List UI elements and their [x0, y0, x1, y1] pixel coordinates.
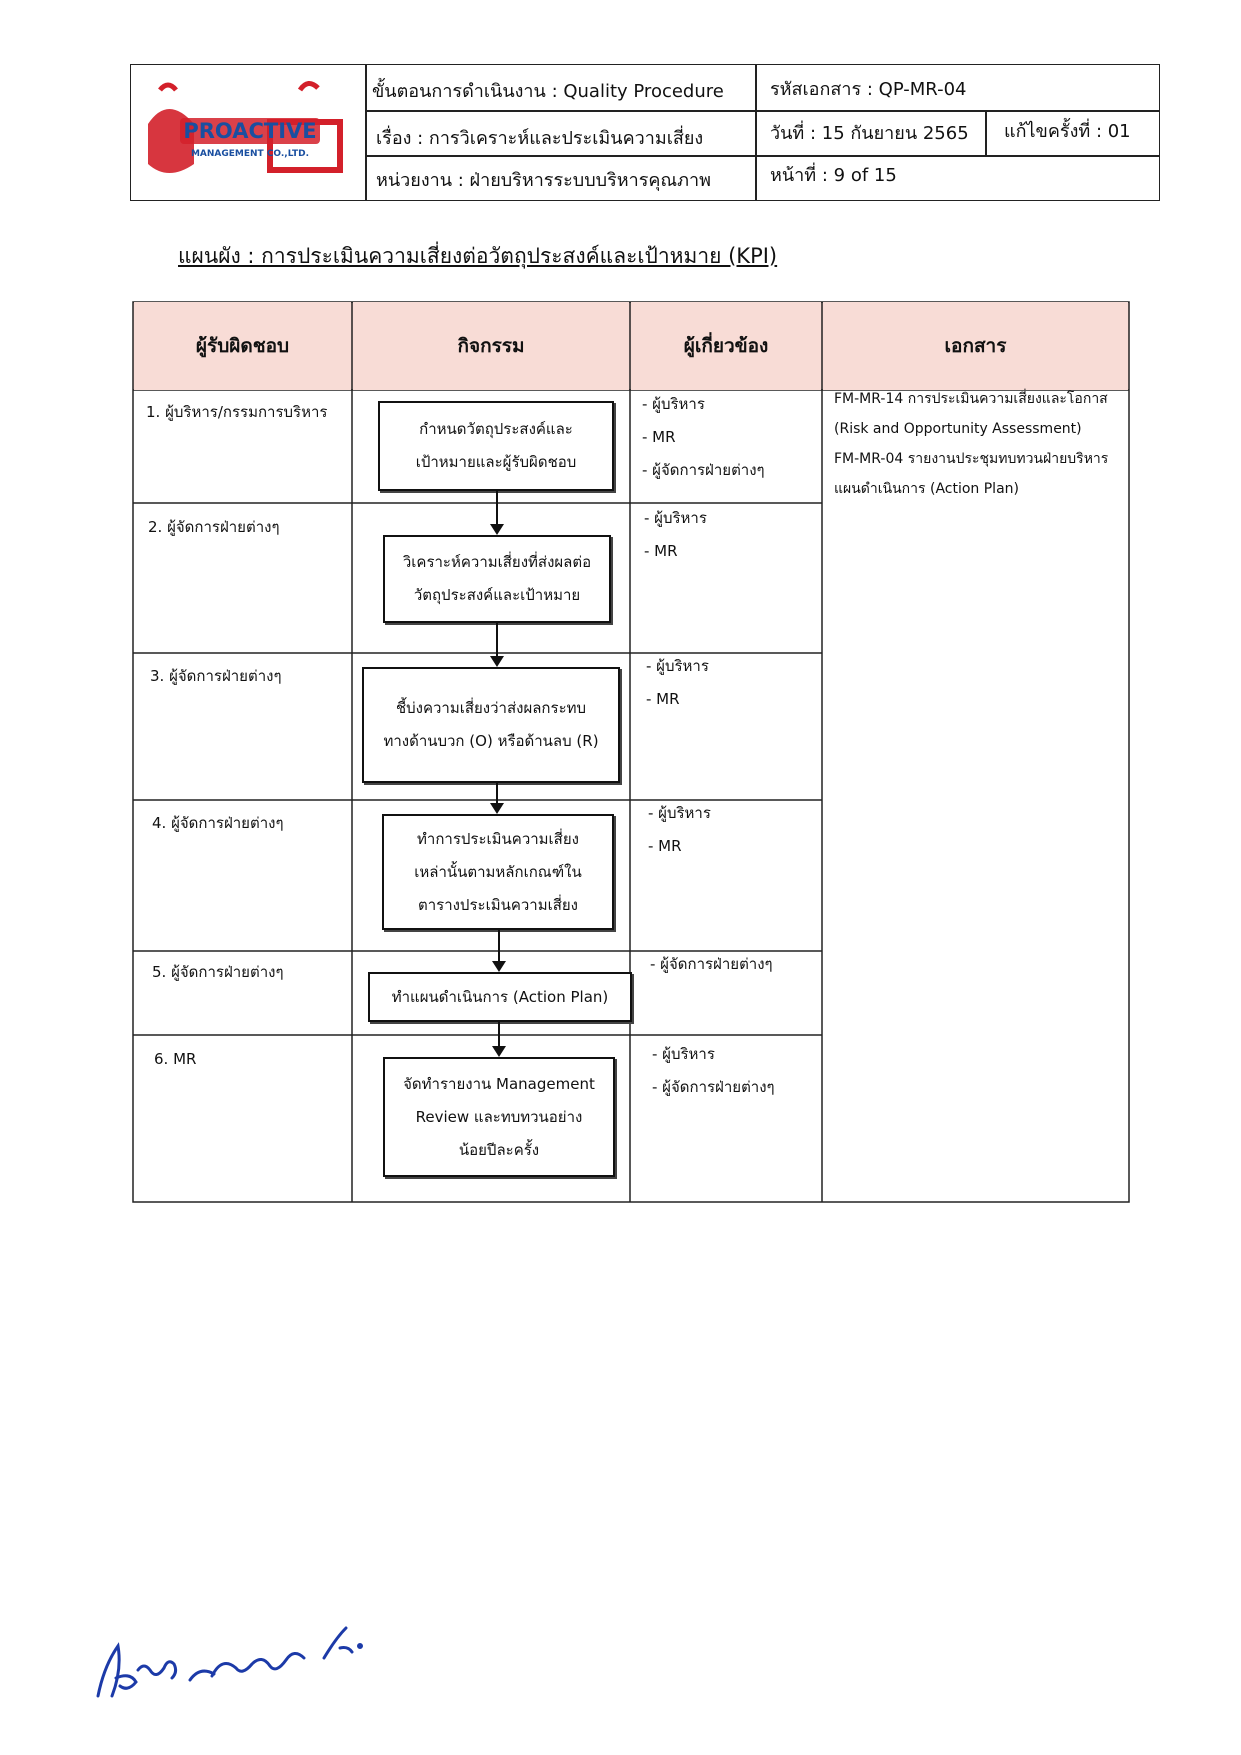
- document-item: (Risk and Opportunity Assessment): [834, 421, 1082, 437]
- responsible-5: 5. ผู้จัดการฝ่ายต่างๆ: [152, 963, 284, 981]
- related-3: [646, 650, 709, 716]
- related-2: [644, 502, 707, 568]
- related-item: - ผู้บริหาร: [646, 657, 709, 675]
- related-item: - ผู้จัดการฝ่ายต่างๆ: [642, 461, 765, 479]
- activity-line: ทำการประเมินความเสี่ยง: [417, 829, 579, 848]
- department-label: หน่วยงาน : ฝ่ายบริหารระบบบริหารคุณภาพ: [376, 170, 711, 191]
- related-item: - MR: [642, 428, 676, 446]
- related-6: [652, 1038, 775, 1104]
- flow-arrow: [496, 491, 498, 533]
- header-activity: กิจกรรม: [353, 302, 629, 390]
- header-related: ผู้เกี่ยวข้อง: [631, 302, 821, 390]
- logo-text: PROACTIVE: [183, 119, 317, 143]
- activity-box-6: [383, 1057, 615, 1177]
- activity-line: ชี้บ่งความเสี่ยงว่าส่งผลกระทบ: [395, 699, 587, 717]
- header-documents: เอกสาร: [823, 302, 1128, 390]
- documents-list: [834, 384, 1108, 504]
- activity-box-3: [362, 667, 620, 783]
- related-item: - ผู้บริหาร: [642, 395, 705, 413]
- activity-box-5: [368, 972, 632, 1022]
- flow-arrow: [496, 783, 498, 812]
- activity-box-4: [382, 814, 614, 930]
- logo-subtext: MANAGEMENT CO.,LTD.: [190, 149, 310, 159]
- flow-arrow: [498, 930, 500, 970]
- related-5: [650, 948, 773, 981]
- responsible-1: 1. ผู้บริหาร/กรรมการบริหาร: [146, 403, 328, 421]
- related-item: - MR: [648, 837, 682, 855]
- subject-label: เรื่อง : การวิเคราะห์และประเมินความเสี่ยง: [376, 128, 704, 149]
- document-code: รหัสเอกสาร : QP-MR-04: [770, 79, 967, 100]
- activity-line: Review และทบทวนอย่าง: [415, 1107, 583, 1126]
- activity-line: จัดทำรายงาน Management: [403, 1074, 595, 1093]
- related-item: - ผู้จัดการฝ่ายต่างๆ: [652, 1078, 775, 1096]
- procedure-label: ขั้นตอนการดำเนินงาน : Quality Procedure: [372, 81, 724, 102]
- activity-line: วิเคราะห์ความเสี่ยงที่ส่งผลต่อ: [402, 553, 592, 571]
- document-date: วันที่ : 15 กันยายน 2565: [770, 123, 969, 144]
- handwritten-signature: [90, 1600, 390, 1710]
- activity-line: ทำแผนดำเนินการ (Action Plan): [391, 987, 609, 1006]
- page-title: แผนผัง : การประเมินความเสี่ยงต่อวัตถุประสงค์และเป้าหมาย (KPI): [178, 244, 778, 268]
- related-1: [642, 388, 765, 487]
- related-item: - ผู้บริหาร: [652, 1045, 715, 1063]
- revision-number: แก้ไขครั้งที่ : 01: [1004, 121, 1131, 142]
- responsible-4: 4. ผู้จัดการฝ่ายต่างๆ: [152, 814, 284, 832]
- activity-box-2: [383, 535, 611, 623]
- activity-box-1: [378, 401, 614, 491]
- page-number: หน้าที่ : 9 of 15: [770, 165, 897, 186]
- header-responsible: ผู้รับผิดชอบ: [134, 302, 351, 390]
- document-item: FM-MR-14 การประเมินความเสี่ยงและโอกาส: [834, 391, 1108, 407]
- activity-line: เป้าหมายและผู้รับผิดชอบ: [415, 453, 577, 471]
- flow-arrow: [498, 1022, 500, 1055]
- responsible-6: 6. MR: [154, 1050, 197, 1068]
- activity-line: วัตถุประสงค์และเป้าหมาย: [413, 586, 581, 604]
- related-item: - MR: [644, 542, 678, 560]
- activity-line: กำหนดวัตถุประสงค์และ: [419, 420, 573, 438]
- related-item: - ผู้จัดการฝ่ายต่างๆ: [650, 955, 773, 973]
- related-4: [648, 797, 711, 863]
- related-item: - ผู้บริหาร: [644, 509, 707, 527]
- document-item: FM-MR-04 รายงานประชุมทบทวนฝ่ายบริหาร: [834, 451, 1109, 467]
- activity-line: ตารางประเมินความเสี่ยง: [417, 895, 579, 914]
- activity-line: ทางด้านบวก (O) หรือด้านลบ (R): [383, 732, 599, 750]
- related-item: - ผู้บริหาร: [648, 804, 711, 822]
- responsible-3: 3. ผู้จัดการฝ่ายต่างๆ: [150, 667, 282, 685]
- document-item: แผนดำเนินการ (Action Plan): [834, 481, 1019, 497]
- responsible-2: 2. ผู้จัดการฝ่ายต่างๆ: [148, 518, 280, 536]
- related-item: - MR: [646, 690, 680, 708]
- flow-arrow: [496, 623, 498, 665]
- activity-line: เหล่านั้นตามหลักเกณฑ์ใน: [414, 862, 582, 881]
- activity-line: น้อยปีละครั้ง: [458, 1140, 540, 1159]
